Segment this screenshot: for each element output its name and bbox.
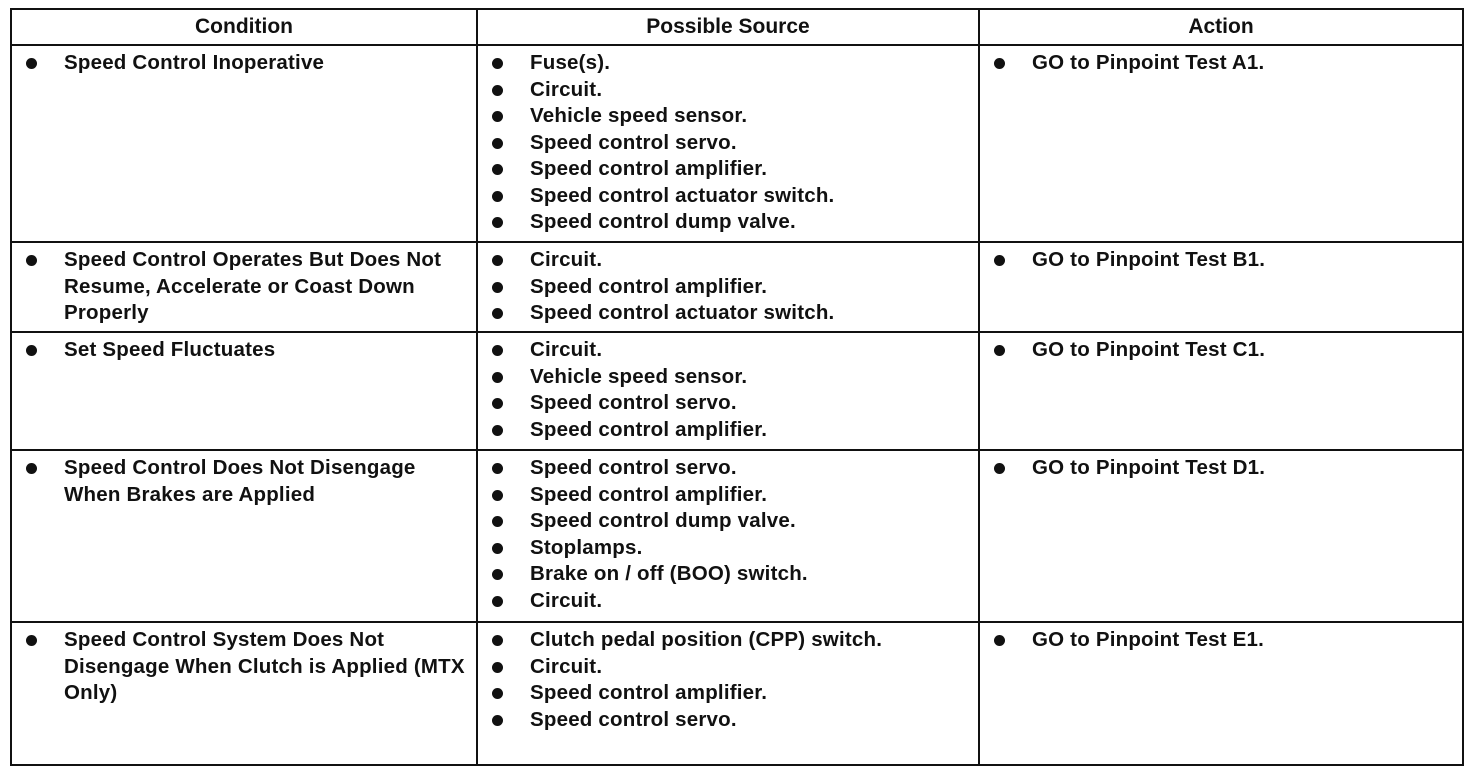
table-row: [11, 332, 1463, 450]
list-item: [20, 247, 470, 327]
bullet-icon: [492, 282, 503, 293]
action-cell: [979, 450, 1463, 622]
header-possible-source: Possible Source: [477, 9, 979, 45]
bullet-icon: [492, 308, 503, 319]
source-text: Speed control servo.: [530, 391, 737, 414]
source-text: Vehicle speed sensor.: [530, 104, 748, 127]
list-item: [486, 183, 972, 210]
list-item: [486, 455, 972, 482]
source-text: Stoplamps.: [530, 535, 643, 559]
bullet-icon: [492, 111, 503, 122]
action-text: GO to Pinpoint Test E1.: [1032, 628, 1265, 651]
condition-text: Speed Control System Does Not Disengage When Clutch is Applied (MTX Only): [64, 628, 465, 704]
condition-cell: [11, 622, 477, 765]
action-cell: [979, 242, 1463, 332]
condition-text: Speed Control Does Not Disengage When Brakes are Applied: [64, 456, 416, 506]
source-cell: [477, 242, 979, 332]
symptom-chart-table: [10, 8, 1464, 766]
source-text: Circuit.: [530, 77, 603, 101]
source-text: Clutch pedal position (CPP) switch.: [530, 628, 883, 651]
list-item: [486, 209, 972, 236]
list-item: [486, 535, 972, 562]
bullet-icon: [492, 715, 503, 726]
bullet-icon: [26, 58, 37, 69]
bullet-icon: [26, 463, 37, 474]
source-text: Speed control amplifier.: [530, 417, 768, 441]
source-text: Speed control dump valve.: [530, 210, 796, 233]
list-item: [486, 588, 972, 615]
bullet-icon: [492, 255, 503, 266]
action-cell: [979, 45, 1463, 242]
list-item: [988, 455, 1456, 482]
bullet-icon: [492, 463, 503, 474]
list-item: [486, 482, 972, 509]
bullet-icon: [492, 191, 503, 202]
action-text: GO to Pinpoint Test B1.: [1032, 248, 1266, 271]
condition-text: Speed Control Operates But Does Not Resume, Accelerate or Coast Down Properly: [64, 248, 442, 324]
list-item: [486, 654, 972, 681]
source-text: Speed control servo.: [530, 130, 737, 154]
bullet-icon: [492, 662, 503, 673]
bullet-icon: [994, 345, 1005, 356]
bullet-icon: [492, 217, 503, 228]
source-cell: [477, 622, 979, 765]
condition-cell: [11, 242, 477, 332]
bullet-icon: [492, 164, 503, 175]
source-text: Speed control amplifier.: [530, 274, 768, 298]
action-cell: [979, 332, 1463, 450]
source-text: Speed control amplifier.: [530, 482, 768, 506]
source-text: Fuse(s).: [530, 51, 611, 74]
bullet-icon: [492, 688, 503, 699]
bullet-icon: [492, 569, 503, 580]
list-item: [486, 130, 972, 157]
list-item: [486, 337, 972, 364]
list-item: [20, 455, 470, 508]
condition-cell: [11, 45, 477, 242]
source-cell: [477, 332, 979, 450]
bullet-icon: [492, 425, 503, 436]
action-text: GO to Pinpoint Test C1.: [1032, 338, 1266, 361]
list-item: [486, 274, 972, 301]
list-item: [988, 247, 1456, 274]
bullet-icon: [492, 138, 503, 149]
list-item: [486, 627, 972, 654]
table-row: [11, 45, 1463, 242]
bullet-icon: [994, 635, 1005, 646]
bullet-icon: [994, 255, 1005, 266]
list-item: [988, 50, 1456, 77]
source-text: Speed control amplifier.: [530, 681, 768, 704]
list-item: [20, 337, 470, 364]
list-item: [486, 508, 972, 535]
source-text: Speed control servo.: [530, 456, 737, 479]
source-text: Speed control servo.: [530, 707, 737, 731]
source-text: Speed control actuator switch.: [530, 301, 835, 324]
source-cell: [477, 450, 979, 622]
action-text: GO to Pinpoint Test A1.: [1032, 51, 1265, 74]
bullet-icon: [492, 516, 503, 527]
source-text: Speed control amplifier.: [530, 157, 768, 180]
bullet-icon: [26, 255, 37, 266]
source-text: Speed control actuator switch.: [530, 183, 835, 207]
bullet-icon: [492, 85, 503, 96]
list-item: [486, 300, 972, 327]
list-item: [486, 680, 972, 707]
list-item: [20, 627, 470, 707]
bullet-icon: [492, 398, 503, 409]
list-item: [486, 417, 972, 444]
source-text: Brake on / off (BOO) switch.: [530, 562, 808, 585]
list-item: [486, 247, 972, 274]
source-text: Circuit.: [530, 338, 603, 361]
header-condition: Condition: [11, 9, 477, 45]
bullet-icon: [994, 58, 1005, 69]
bullet-icon: [492, 635, 503, 646]
source-text: Circuit.: [530, 654, 603, 678]
bullet-icon: [492, 372, 503, 383]
header-row: [11, 9, 1463, 45]
list-item: [486, 707, 972, 734]
list-item: [486, 103, 972, 130]
list-item: [486, 77, 972, 104]
source-text: Vehicle speed sensor.: [530, 364, 748, 388]
condition-cell: [11, 332, 477, 450]
table-row: [11, 622, 1463, 765]
diagnosis-sheet: [10, 8, 1462, 770]
bullet-icon: [26, 635, 37, 646]
source-text: Circuit.: [530, 588, 603, 612]
source-cell: [477, 45, 979, 242]
source-text: Circuit.: [530, 248, 603, 271]
list-item: [486, 390, 972, 417]
list-item: [20, 50, 470, 77]
condition-text: Speed Control Inoperative: [64, 51, 325, 74]
list-item: [486, 364, 972, 391]
table-row: [11, 242, 1463, 332]
bullet-icon: [492, 596, 503, 607]
bullet-icon: [26, 345, 37, 356]
header-action: Action: [979, 9, 1463, 45]
action-cell: [979, 622, 1463, 765]
list-item: [486, 561, 972, 588]
condition-cell: [11, 450, 477, 622]
bullet-icon: [492, 345, 503, 356]
bullet-icon: [492, 58, 503, 69]
bullet-icon: [492, 543, 503, 554]
list-item: [486, 156, 972, 183]
list-item: [486, 50, 972, 77]
list-item: [988, 337, 1456, 364]
bullet-icon: [492, 490, 503, 501]
table-row: [11, 450, 1463, 622]
source-text: Speed control dump valve.: [530, 509, 796, 532]
bullet-icon: [994, 463, 1005, 474]
action-text: GO to Pinpoint Test D1.: [1032, 456, 1266, 479]
condition-text: Set Speed Fluctuates: [64, 338, 276, 361]
list-item: [988, 627, 1456, 654]
